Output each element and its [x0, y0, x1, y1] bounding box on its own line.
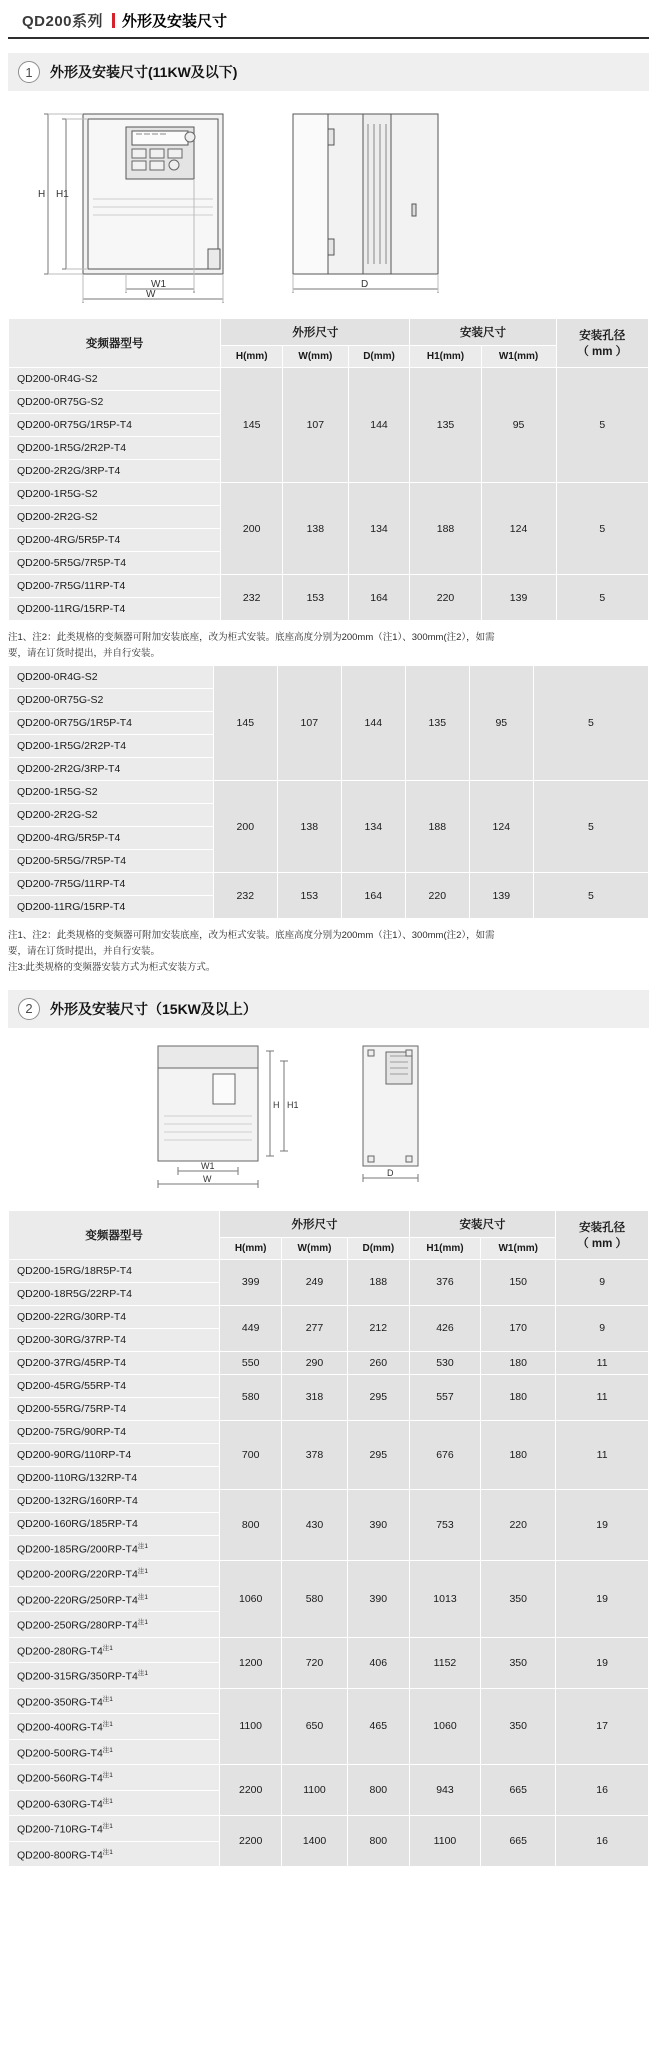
- table-header-row: [9, 319, 649, 346]
- cell-model: QD200-15RG/18R5P-T4: [9, 1259, 220, 1282]
- cell-model: QD200-1R5G/2R2P-T4: [9, 735, 214, 758]
- cell-d: 164: [341, 873, 405, 919]
- cell-hole: 5: [533, 873, 648, 919]
- cell-model: QD200-2R2G/3RP-T4: [9, 758, 214, 781]
- cell-model: QD200-5R5G/7R5P-T4: [9, 850, 214, 873]
- th-w1: W1(mm): [481, 346, 556, 368]
- cell-model: QD200-560RG-T4$^{注1}$: [9, 1765, 220, 1791]
- cell-h: 232: [221, 575, 283, 621]
- dim-h-label: H: [38, 189, 46, 200]
- cell-d: 390: [347, 1489, 409, 1561]
- cell-h1: 1152: [409, 1637, 480, 1688]
- spec-table-large: [8, 1210, 649, 1868]
- table-row: [9, 1351, 649, 1374]
- cell-h1: 220: [405, 873, 469, 919]
- cell-d: 164: [348, 575, 410, 621]
- cell-h: 399: [220, 1259, 282, 1305]
- cell-h: 700: [220, 1420, 282, 1489]
- cell-w: 107: [277, 666, 341, 781]
- cell-w: 290: [282, 1351, 348, 1374]
- cell-w1: 139: [481, 575, 556, 621]
- cell-model: QD200-0R75G-S2: [9, 689, 214, 712]
- cell-w: 650: [282, 1688, 348, 1765]
- th-hole-line2: （ mm ）: [577, 1237, 628, 1250]
- cell-h: 800: [220, 1489, 282, 1561]
- cell-model: QD200-500RG-T4$^{注1}$: [9, 1739, 220, 1765]
- cell-h1: 557: [409, 1374, 480, 1420]
- dim2-w-label: W: [203, 1173, 212, 1184]
- cell-hole: 11: [556, 1374, 649, 1420]
- cell-model: QD200-0R75G-S2: [9, 391, 221, 414]
- cell-model: QD200-4RG/5R5P-T4: [9, 827, 214, 850]
- cell-d: 260: [347, 1351, 409, 1374]
- cell-model: QD200-11RG/15RP-T4: [9, 598, 221, 621]
- spec-table-large-body: [9, 1259, 649, 1867]
- series-label: QD200系列: [22, 13, 104, 30]
- cell-h: 200: [221, 483, 283, 575]
- note-line: 要，请在订货时提出，并自行安装。: [8, 647, 161, 659]
- note-line: 注1、注2：此类规格的变频器可附加安装底座，改为柜式安装。底座高度分别为200mm（注1）、300mm(注2），如需: [8, 632, 495, 643]
- note-line: 注3:此类规格的变频器安装方式为柜式安装方式。: [8, 961, 216, 973]
- th-install-group: 安装尺寸: [409, 1210, 555, 1237]
- cell-d: 144: [348, 368, 410, 483]
- th-hole-line2: （ mm ）: [577, 346, 628, 358]
- cell-hole: 5: [556, 368, 649, 483]
- cell-model: QD200-350RG-T4$^{注1}$: [9, 1688, 220, 1714]
- cell-model: QD200-2R2G-S2: [9, 506, 221, 529]
- cell-model: QD200-110RG/132RP-T4: [9, 1466, 220, 1489]
- th-d: D(mm): [348, 346, 410, 368]
- cell-d: 144: [341, 666, 405, 781]
- cell-model: QD200-132RG/160RP-T4: [9, 1489, 220, 1512]
- cell-model: QD200-400RG-T4$^{注1}$: [9, 1714, 220, 1740]
- cell-h1: 135: [405, 666, 469, 781]
- cell-model: QD200-2R2G-S2: [9, 804, 214, 827]
- section-number-1: 1: [18, 61, 40, 83]
- cell-w: 107: [283, 368, 349, 483]
- cell-model: QD200-800RG-T4$^{注1}$: [9, 1841, 220, 1867]
- table-row: [9, 1374, 649, 1397]
- cell-model: QD200-30RG/37RP-T4: [9, 1328, 220, 1351]
- cell-w: 430: [282, 1489, 348, 1561]
- cell-h: 1060: [220, 1561, 282, 1638]
- cell-model: QD200-90RG/110RP-T4: [9, 1443, 220, 1466]
- cell-h1: 376: [409, 1259, 480, 1305]
- cell-h: 449: [220, 1305, 282, 1351]
- cell-hole: 5: [556, 483, 649, 575]
- note-line: 注1、注2：此类规格的变频器可附加安装底座，改为柜式安装。底座高度分别为200mm（注1）、300mm(注2），如需: [8, 930, 495, 942]
- cell-w: 1400: [282, 1816, 348, 1867]
- cell-h1: 530: [409, 1351, 480, 1374]
- cell-w1: 124: [481, 483, 556, 575]
- cell-w: 138: [277, 781, 341, 873]
- dim-d-label: D: [361, 279, 369, 290]
- cell-h1: 753: [409, 1489, 480, 1561]
- cell-h1: 426: [409, 1305, 480, 1351]
- dim-w1-label: W1: [151, 279, 166, 290]
- th-d: D(mm): [347, 1237, 409, 1259]
- cell-hole: 19: [556, 1637, 649, 1688]
- cell-d: 212: [347, 1305, 409, 1351]
- cell-w: 153: [283, 575, 349, 621]
- cell-hole: 11: [556, 1420, 649, 1489]
- cell-model: QD200-710RG-T4$^{注1}$: [9, 1816, 220, 1842]
- cell-h1: 943: [409, 1765, 480, 1816]
- table-row: [9, 1305, 649, 1328]
- cell-w1: 139: [469, 873, 533, 919]
- cell-w1: 180: [481, 1420, 556, 1489]
- cell-model: QD200-0R75G/1R5P-T4: [9, 712, 214, 735]
- cell-w1: 350: [481, 1688, 556, 1765]
- spec-table-small-body: [9, 368, 649, 621]
- cell-w: 138: [283, 483, 349, 575]
- cell-w: 277: [282, 1305, 348, 1351]
- cell-hole: 17: [556, 1688, 649, 1765]
- th-install-group: 安装尺寸: [410, 319, 556, 346]
- cell-h: 145: [213, 666, 277, 781]
- cell-model: QD200-315RG/350RP-T4$^{注1}$: [9, 1663, 220, 1689]
- spec-table-small-repeat-body: [9, 666, 649, 919]
- cell-h1: 188: [410, 483, 481, 575]
- cell-model: QD200-22RG/30RP-T4: [9, 1305, 220, 1328]
- cell-w1: 665: [481, 1765, 556, 1816]
- cell-model: QD200-4RG/5R5P-T4: [9, 529, 221, 552]
- cell-hole: 19: [556, 1561, 649, 1638]
- cell-d: 390: [347, 1561, 409, 1638]
- th-h: H(mm): [221, 346, 283, 368]
- cell-d: 800: [347, 1765, 409, 1816]
- th-h1: H1(mm): [409, 1237, 480, 1259]
- table-row: [9, 1489, 649, 1512]
- cell-d: 295: [347, 1420, 409, 1489]
- cell-model: QD200-18R5G/22RP-T4: [9, 1282, 220, 1305]
- note-line: 要，请在订货时提出，并自行安装。: [8, 946, 161, 958]
- dim-h1-label: H1: [56, 189, 69, 200]
- cell-w1: 124: [469, 781, 533, 873]
- cell-hole: 19: [556, 1489, 649, 1561]
- cell-w1: 150: [481, 1259, 556, 1305]
- th-hole-line1: 安装孔径: [579, 1221, 626, 1234]
- cell-model: QD200-37RG/45RP-T4: [9, 1351, 220, 1374]
- dimension-drawing-small-units: [8, 99, 649, 304]
- dim2-d-label: D: [387, 1167, 394, 1178]
- cell-w1: 180: [481, 1351, 556, 1374]
- notes-block-1: [8, 631, 649, 661]
- cell-model: QD200-0R75G/1R5P-T4: [9, 414, 221, 437]
- cell-w1: 180: [481, 1374, 556, 1420]
- cell-model: QD200-5R5G/7R5P-T4: [9, 552, 221, 575]
- cell-hole: 5: [533, 781, 648, 873]
- cell-h1: 135: [410, 368, 481, 483]
- dim2-w1-label: W1: [201, 1160, 215, 1171]
- cell-model: QD200-75RG/90RP-T4: [9, 1420, 220, 1443]
- cell-h: 2200: [220, 1816, 282, 1867]
- dim2-h1-label: H1: [287, 1099, 299, 1110]
- th-h1: H1(mm): [410, 346, 481, 368]
- cell-w1: 95: [469, 666, 533, 781]
- table-header-row: [9, 1210, 649, 1237]
- cell-model: QD200-160RG/185RP-T4: [9, 1512, 220, 1535]
- cell-hole: 9: [556, 1305, 649, 1351]
- table-row: [9, 1561, 649, 1587]
- cell-model: QD200-250RG/280RP-T4$^{注1}$: [9, 1612, 220, 1638]
- cell-h1: 676: [409, 1420, 480, 1489]
- section-title-1: 外形及安装尺寸(11KW及以下): [50, 64, 238, 80]
- cell-w1: 665: [481, 1816, 556, 1867]
- document-header: [8, 0, 649, 39]
- cell-h: 145: [221, 368, 283, 483]
- cell-h: 580: [220, 1374, 282, 1420]
- cell-model: QD200-45RG/55RP-T4: [9, 1374, 220, 1397]
- cell-model: QD200-200RG/220RP-T4$^{注1}$: [9, 1561, 220, 1587]
- table-row: [9, 1637, 649, 1663]
- th-hole: [556, 319, 649, 368]
- cell-hole: 11: [556, 1351, 649, 1374]
- table-row: [9, 1420, 649, 1443]
- cell-model: QD200-185RG/200RP-T4$^{注1}$: [9, 1535, 220, 1561]
- spec-table-small: [8, 318, 649, 621]
- cell-model: QD200-55RG/75RP-T4: [9, 1397, 220, 1420]
- section-title-2: 外形及安装尺寸（15KW及以上）: [50, 1000, 257, 1017]
- table-row: [9, 781, 649, 804]
- cell-h: 2200: [220, 1765, 282, 1816]
- table-row: [9, 666, 649, 689]
- cell-d: 188: [347, 1259, 409, 1305]
- th-w: W(mm): [282, 1237, 348, 1259]
- cell-w: 378: [282, 1420, 348, 1489]
- cell-model: QD200-1R5G/2R2P-T4: [9, 437, 221, 460]
- table-row: [9, 575, 649, 598]
- header-divider-bar: [112, 13, 115, 28]
- th-model: 变频器型号: [9, 1210, 220, 1259]
- cell-model: QD200-220RG/250RP-T4$^{注1}$: [9, 1586, 220, 1612]
- cell-d: 134: [341, 781, 405, 873]
- cell-w: 249: [282, 1259, 348, 1305]
- dim-w-label: W: [146, 289, 156, 300]
- dimension-drawing-large-units: [8, 1036, 649, 1196]
- cell-w: 318: [282, 1374, 348, 1420]
- cell-h1: 220: [410, 575, 481, 621]
- cell-model: QD200-0R4G-S2: [9, 666, 214, 689]
- cell-w: 580: [282, 1561, 348, 1638]
- cell-h1: 1060: [409, 1688, 480, 1765]
- table-row: [9, 483, 649, 506]
- cell-h1: 188: [405, 781, 469, 873]
- cell-w1: 95: [481, 368, 556, 483]
- cell-hole: 16: [556, 1765, 649, 1816]
- dim2-h-label: H: [273, 1099, 280, 1110]
- table-row: [9, 1765, 649, 1791]
- cell-model: QD200-7R5G/11RP-T4: [9, 575, 221, 598]
- cell-d: 406: [347, 1637, 409, 1688]
- cell-d: 134: [348, 483, 410, 575]
- table-row: [9, 1259, 649, 1282]
- cell-model: QD200-630RG-T4$^{注1}$: [9, 1790, 220, 1816]
- section-heading-2: [8, 990, 649, 1028]
- cell-h: 1100: [220, 1688, 282, 1765]
- document-title: 外形及安装尺寸: [122, 13, 228, 30]
- cell-model: QD200-2R2G/3RP-T4: [9, 460, 221, 483]
- notes-block-2: [8, 929, 649, 975]
- cell-model: QD200-1R5G-S2: [9, 781, 214, 804]
- cell-h: 200: [213, 781, 277, 873]
- table-row: [9, 1816, 649, 1842]
- cell-hole: 9: [556, 1259, 649, 1305]
- th-w: W(mm): [283, 346, 349, 368]
- spec-table-small-repeat: [8, 665, 649, 919]
- cell-w1: 350: [481, 1561, 556, 1638]
- cell-w1: 350: [481, 1637, 556, 1688]
- th-model: 变频器型号: [9, 319, 221, 368]
- cell-d: 295: [347, 1374, 409, 1420]
- th-outline-group: 外形尺寸: [221, 319, 410, 346]
- th-hole-line1: 安装孔径: [579, 330, 626, 342]
- th-w1: W1(mm): [481, 1237, 556, 1259]
- cell-h: 1200: [220, 1637, 282, 1688]
- cell-w: 153: [277, 873, 341, 919]
- cell-hole: 5: [556, 575, 649, 621]
- th-hole: [556, 1210, 649, 1259]
- cell-h: 232: [213, 873, 277, 919]
- cell-hole: 16: [556, 1816, 649, 1867]
- cell-model: QD200-0R4G-S2: [9, 368, 221, 391]
- cell-model: QD200-7R5G/11RP-T4: [9, 873, 214, 896]
- cell-d: 465: [347, 1688, 409, 1765]
- cell-w: 720: [282, 1637, 348, 1688]
- cell-model: QD200-11RG/15RP-T4: [9, 896, 214, 919]
- cell-hole: 5: [533, 666, 648, 781]
- cell-h1: 1013: [409, 1561, 480, 1638]
- cell-model: QD200-1R5G-S2: [9, 483, 221, 506]
- section-number-2: 2: [18, 998, 40, 1020]
- cell-w1: 220: [481, 1489, 556, 1561]
- th-h: H(mm): [220, 1237, 282, 1259]
- section-heading-1: [8, 53, 649, 91]
- cell-h: 550: [220, 1351, 282, 1374]
- cell-d: 800: [347, 1816, 409, 1867]
- table-row: [9, 1688, 649, 1714]
- table-row: [9, 368, 649, 391]
- table-row: [9, 873, 649, 896]
- th-outline-group: 外形尺寸: [220, 1210, 410, 1237]
- cell-h1: 1100: [409, 1816, 480, 1867]
- cell-w: 1100: [282, 1765, 348, 1816]
- cell-model: QD200-280RG-T4$^{注1}$: [9, 1637, 220, 1663]
- cell-w1: 170: [481, 1305, 556, 1351]
